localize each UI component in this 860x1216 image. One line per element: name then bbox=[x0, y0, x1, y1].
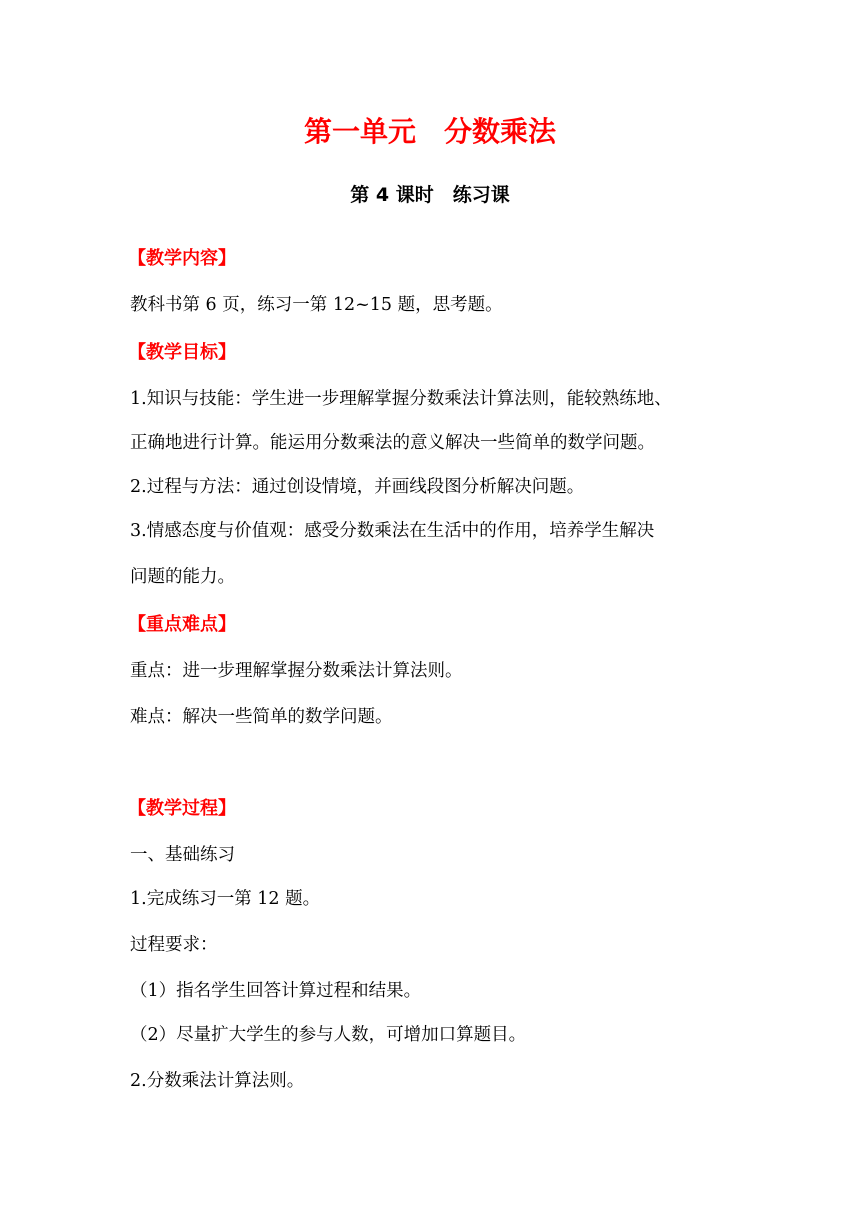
process-line: 1.完成练习一第 12 题。 bbox=[130, 889, 321, 909]
process-line: 2.分数乘法计算法则。 bbox=[130, 1071, 305, 1091]
goals-line: 2.过程与方法：通过创设情境，并画线段图分析解决问题。 bbox=[130, 477, 585, 497]
key-point-line: 重点：进一步理解掌握分数乘法计算法则。 bbox=[130, 661, 463, 681]
goals-line: 问题的能力。 bbox=[130, 567, 235, 587]
process-line: （1）指名学生回答计算过程和结果。 bbox=[130, 981, 422, 1001]
process-line: 一、基础练习 bbox=[130, 845, 235, 865]
goals-line: 3.情感态度与价值观：感受分数乘法在生活中的作用，培养学生解决 bbox=[130, 521, 655, 541]
section-heading-process: 【教学过程】 bbox=[128, 798, 236, 819]
section-heading-key-points: 【重点难点】 bbox=[128, 614, 236, 635]
process-line: 过程要求： bbox=[130, 935, 218, 955]
goals-line: 1.知识与技能：学生进一步理解掌握分数乘法计算法则，能较熟练地、 bbox=[130, 389, 672, 409]
process-line: （2）尽量扩大学生的参与人数，可增加口算题目。 bbox=[130, 1025, 527, 1045]
lesson-subtitle: 第 4 课时 练习课 bbox=[350, 184, 510, 206]
section-heading-goals: 【教学目标】 bbox=[128, 342, 236, 363]
key-point-line: 难点：解决一些简单的数学问题。 bbox=[130, 707, 393, 727]
content-line: 教科书第 6 页，练习一第 12~15 题，思考题。 bbox=[130, 295, 503, 315]
section-heading-content: 【教学内容】 bbox=[128, 248, 236, 269]
document-title: 第一单元 分数乘法 bbox=[303, 115, 556, 148]
goals-line: 正确地进行计算。能运用分数乘法的意义解决一些简单的数学问题。 bbox=[130, 433, 655, 453]
